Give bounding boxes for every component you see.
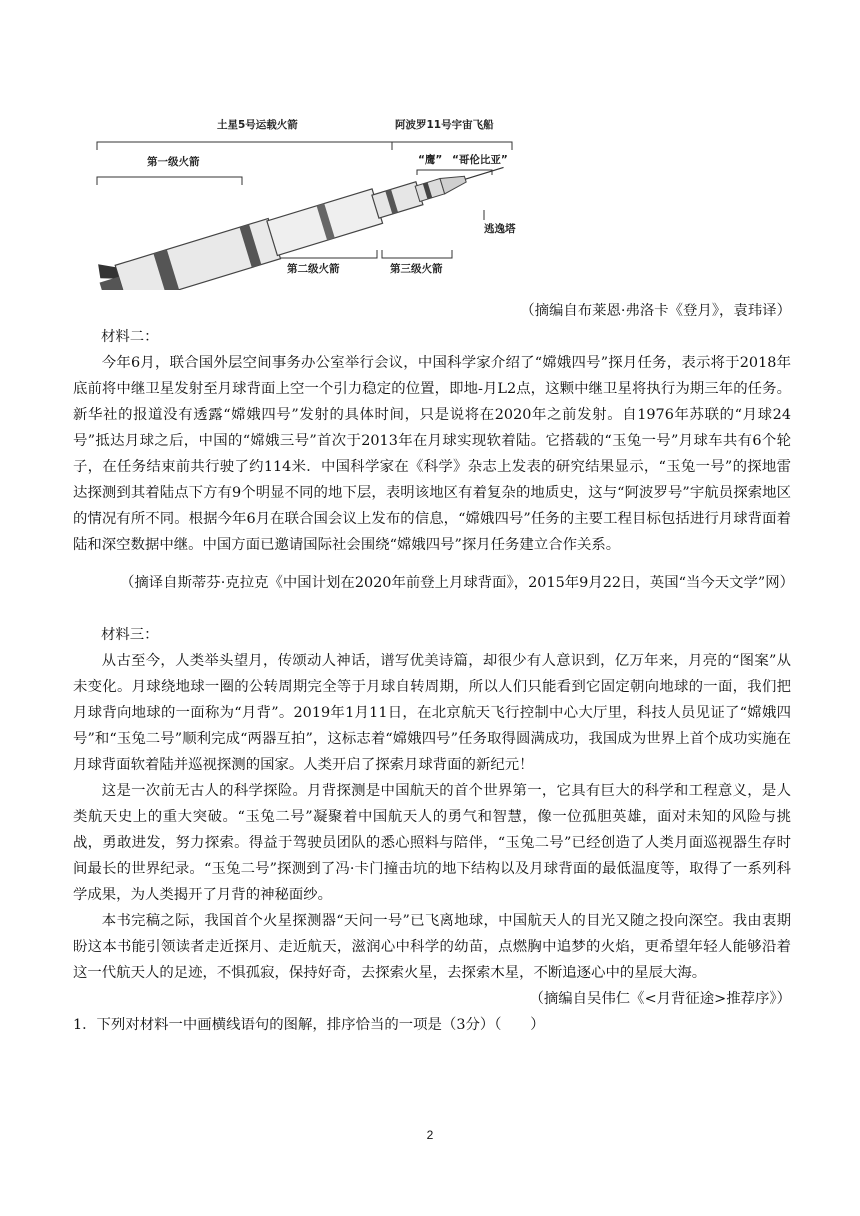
label-eagle: “鹰” [418, 154, 443, 166]
material-2-body: 今年6月，联合国外层空间事务办公室举行会议，中国科学家介绍了“嫦娥四号”探月任务，表示将于2018年底前将中继卫星发射至月球背面上空一个引力稳定的位置，即地-月L2点，这颗中继卫星将执行为期三年的任务。新华社的报道没有透露“嫦娥四号”发射的具体时间，只是说将在2020年之前发射。自1976年苏联的“月球24号”抵达月球之后，中国的“嫦娥三号”首次于2013年在月球实现软着陆。它搭载的“玉兔一号”月球车共有6个轮子，在任务结束前共行驶了约114米．中国科学家在《科学》杂志上发表的研究结果显示，“玉兔一号”的探地雷达探测到其着陆点下方有9个明显不同的地下层，表明该地区有着复杂的地质史，这与“阿波罗号”宇航员探索地区的情况有所不同。根据今年6月在联合国会议上发布的信息，“嫦娥四号”任务的主要工程目标包括进行月球背面着陆和深空数据中继。中国方面已邀请国际社会围绕“嫦娥四号”探月任务建立合作关系。 [73, 355, 791, 553]
source-material-2: （摘译自斯蒂芬·克拉克《中国计划在2020年前登上月球背面》，2015年9月22日，英国“当今天文学”网） [120, 575, 795, 591]
label-apollo-11: 阿波罗11号宇宙飞船 [395, 119, 494, 131]
label-escape-tower: 逃逸塔 [484, 223, 516, 235]
label-second-stage: 第二级火箭 [287, 263, 340, 275]
label-first-stage: 第一级火箭 [147, 156, 200, 168]
label-saturn-v: 土星5号运载火箭 [217, 119, 298, 131]
saturn-v-rocket-diagram [92, 110, 532, 290]
label-third-stage: 第三级火箭 [390, 263, 443, 275]
rocket-illustration [92, 110, 532, 290]
material-3-paragraph-3: 本书完稿之际，我国首个火星探测器“天问一号”已飞离地球，中国航天人的目光又随之投向深空。我由衷期盼这本书能引领读者走近探月、走近航天，滋润心中科学的幼苗，点燃胸中追梦的火焰，更希望年轻人能够沿着这一代航天人的足迹，不惧孤寂，保持好奇，去探索火星，去探索木星，不断追逐心中的星辰大海。 [73, 913, 791, 981]
material-2-heading: 材料二： [101, 329, 159, 345]
material-3-heading: 材料三： [101, 627, 159, 643]
page-number: 2 [426, 1128, 434, 1142]
label-columbia: “哥伦比亚” [452, 154, 508, 166]
material-3-paragraph-1: 从古至今，人类举头望月，传颂动人神话，谱写优美诗篇，却很少有人意识到，亿万年来，月亮的“图案”从未变化。月球绕地球一圈的公转周期完全等于月球自转周期，所以人们只能看到它固定朝向地球的一面，我们把月球背向地球的一面称为“月背”。2019年1月11日，在北京航天飞行控制中心大厅里，科技人员见证了“嫦娥四号”和“玉兔二号”顺利完成“两器互拍”，这标志着“嫦娥四号”任务取得圆满成功，我国成为世界上首个成功实施在月球背面软着陆并巡视探测的国家。人类开启了探索月球背面的新纪元！ [73, 653, 791, 773]
question-1: 1．下列对材料一中画横线语句的图解，排序恰当的一项是（3分）（ ） [73, 1017, 545, 1033]
source-material-1: （摘编自布莱恩·弗洛卡《登月》，袁玮译） [520, 303, 791, 319]
material-3-paragraph-2: 这是一次前无古人的科学探险。月背探测是中国航天的首个世界第一，它具有巨大的科学和工程意义，是人类航天史上的重大突破。“玉兔二号”凝聚着中国航天人的勇气和智慧，像一位孤胆英雄，面对未知的风险与挑战，勇敢进发，努力探索。得益于驾驶员团队的悉心照料与陪伴，“玉兔二号”已经创造了人类月面巡视器生存时间最长的世界纪录。“玉兔二号”探测到了冯·卡门撞击坑的地下结构以及月球背面的最低温度等，取得了一系列科学成果，为人类揭开了月背的神秘面纱。 [73, 783, 791, 903]
source-material-3: （摘编自吴伟仁《<月背征途>推荐序》） [529, 991, 791, 1007]
